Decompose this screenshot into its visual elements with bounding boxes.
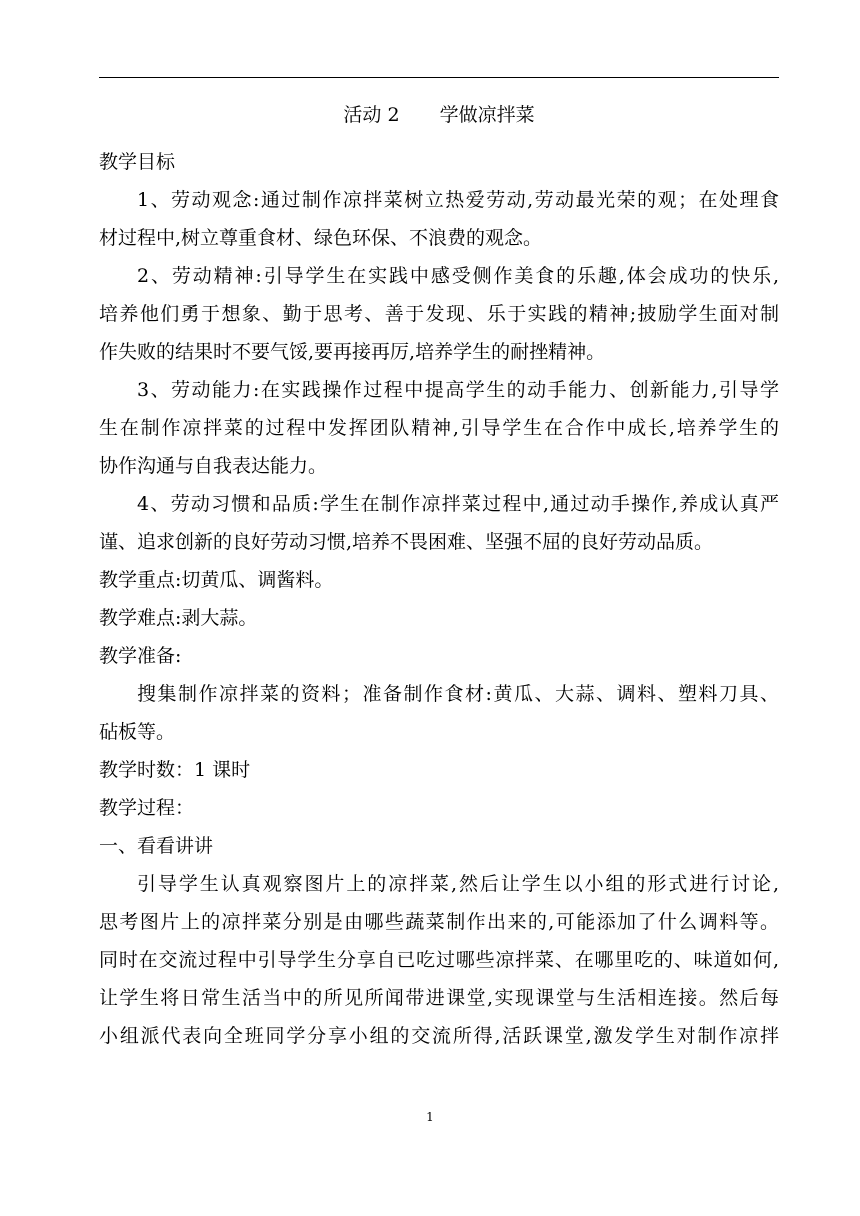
- paragraph-line: 2、劳动精神:引导学生在实践中感受侧作美食的乐趣,体会成功的快乐,: [137, 265, 779, 287]
- header-rule: [99, 77, 779, 78]
- paragraph-line: 让学生将日常生活当中的所见所闻带进课堂,实现课堂与生活相连接。然后每: [99, 987, 779, 1009]
- heading-process: 教学过程：: [99, 797, 195, 819]
- class-hours: 教学时数：1 课时: [99, 759, 251, 781]
- paragraph-line: 培养他们勇于想象、勤于思考、善于发现、乐于实践的精神;披励学生面对制: [99, 303, 779, 325]
- heading-preparation: 教学准备:: [99, 645, 182, 667]
- paragraph-line: 引导学生认真观察图片上的凉拌菜,然后让学生以小组的形式进行讨论,: [137, 873, 779, 895]
- paragraph-line: 小组派代表向全班同学分享小组的交流所得,活跃课堂,激发学生对制作凉拌: [99, 1025, 779, 1047]
- paragraph-line: 3、劳动能力:在实践操作过程中提高学生的动手能力、创新能力,引导学: [137, 379, 779, 401]
- page-number: 1: [426, 1110, 434, 1124]
- paragraph-line: 同时在交流过程中引导学生分享自已吃过哪些凉拌菜、在哪里吃的、味道如何,: [99, 949, 779, 971]
- section-heading: 一、看看讲讲: [99, 835, 214, 857]
- paragraph-line: 思考图片上的凉拌菜分别是由哪些蔬菜制作出来的,可能添加了什么调料等。: [99, 911, 779, 933]
- key-points: 教学重点:切黄瓜、调酱料。: [99, 569, 334, 591]
- paragraph-line: 4、劳动习惯和品质:学生在制作凉拌菜过程中,通过动手操作,养成认真严: [137, 493, 779, 515]
- title-activity: 活动 2: [343, 104, 400, 126]
- paragraph-line: 协作沟通与自我表达能力。: [99, 455, 328, 477]
- document-page: [99, 88, 779, 1055]
- paragraph-line: 谨、追求创新的良好劳动习惯,培养不畏困难、坚强不屈的良好劳动品质。: [99, 531, 714, 553]
- page-title: [99, 88, 779, 134]
- difficult-points: 教学难点:剥大蒜。: [99, 607, 258, 629]
- paragraph-line: 搜集制作凉拌菜的资料；准备制作食材:黄瓜、大蒜、调料、塑料刀具、: [137, 683, 779, 705]
- paragraph-line: 1、劳动观念:通过制作凉拌菜树立热爱劳动,劳动最光荣的观；在处理食: [137, 189, 779, 211]
- title-name: 学做凉拌菜: [439, 104, 535, 126]
- paragraph-line: 生在制作凉拌菜的过程中发挥团队精神,引导学生在合作中成长,培养学生的: [99, 417, 779, 439]
- paragraph-line: 砧板等。: [99, 721, 176, 743]
- paragraph-line: 材过程中,树立尊重食材、绿色环保、不浪费的观念。: [99, 227, 543, 249]
- paragraph-line: 作失败的结果时不要气馁,要再接再厉,培养学生的耐挫精神。: [99, 341, 606, 363]
- heading-objectives: 教学目标: [99, 151, 176, 173]
